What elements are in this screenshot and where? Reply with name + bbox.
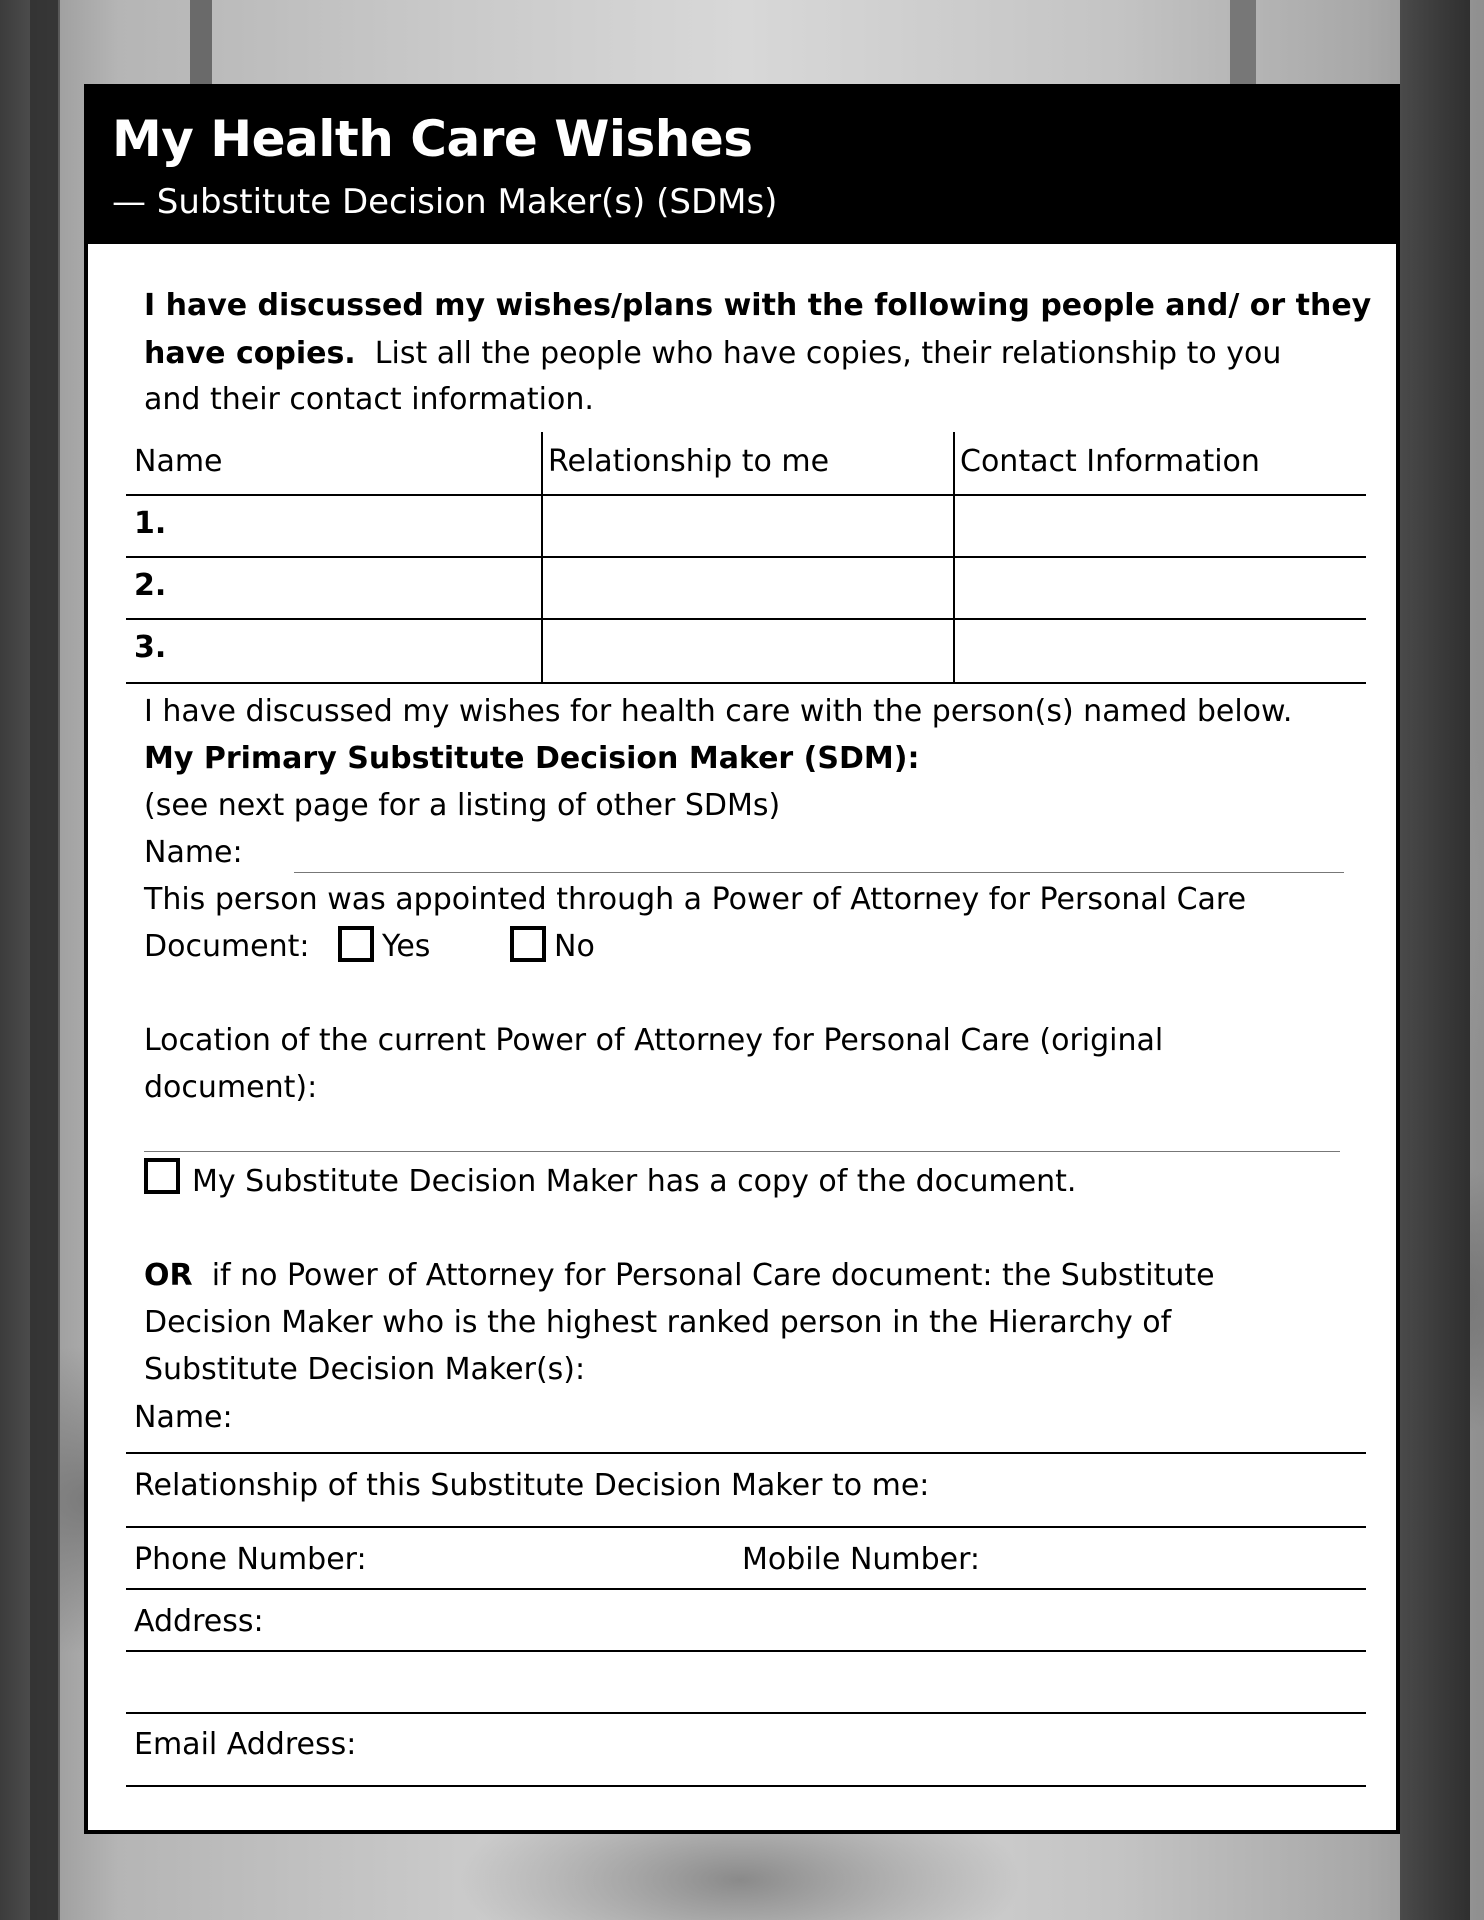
table-row-number: 3. bbox=[134, 630, 167, 665]
yes-checkbox[interactable] bbox=[338, 926, 374, 962]
mobile-label: Mobile Number: bbox=[742, 1542, 981, 1577]
table-row-rule bbox=[126, 618, 1366, 620]
alternate-text-1: if no Power of Attorney for Personal Care document: the Substitute bbox=[211, 1258, 1215, 1293]
primary-name-field[interactable] bbox=[294, 872, 1344, 873]
table-row-rule bbox=[126, 556, 1366, 558]
primary-sdm-heading: My Primary Substitute Decision Maker (SDM): bbox=[144, 741, 920, 776]
address-label: Address: bbox=[134, 1604, 264, 1639]
sdm-copy-label: My Substitute Decision Maker has a copy of the document. bbox=[192, 1164, 1077, 1199]
primary-sdm-note: (see next page for a listing of other SDMs) bbox=[144, 788, 781, 823]
relationship-field[interactable] bbox=[126, 1526, 1366, 1528]
location-line-2: document): bbox=[144, 1070, 318, 1105]
column-header-name: Name bbox=[134, 444, 223, 479]
intro-line-3: and their contact information. bbox=[144, 382, 594, 417]
intro-line-2 bbox=[144, 330, 1281, 377]
table-row-rule bbox=[126, 682, 1366, 684]
background-tree-trunk bbox=[1400, 0, 1470, 1920]
table-header-rule bbox=[126, 494, 1366, 496]
sdm-copy-checkbox[interactable] bbox=[144, 1158, 180, 1194]
relationship-label: Relationship of this Substitute Decision Maker to me: bbox=[134, 1468, 930, 1503]
email-field[interactable] bbox=[126, 1785, 1366, 1787]
column-header-relationship: Relationship to me bbox=[548, 444, 830, 479]
alternate-name-label: Name: bbox=[134, 1400, 233, 1435]
page-subtitle: — Substitute Decision Maker(s) (SDMs) bbox=[112, 182, 778, 222]
form-header bbox=[88, 88, 1396, 244]
intro-line-1: I have discussed my wishes/plans with the following people and/ or they bbox=[144, 288, 1372, 323]
location-field[interactable] bbox=[144, 1151, 1340, 1152]
email-label: Email Address: bbox=[134, 1727, 357, 1762]
no-label: No bbox=[554, 929, 595, 964]
primary-name-label: Name: bbox=[144, 835, 243, 870]
intro-bold-copies: have copies. bbox=[144, 336, 356, 371]
alternate-line-2: Decision Maker who is the highest ranked person in the Hierarchy of bbox=[144, 1305, 1172, 1340]
address-field-line-1[interactable] bbox=[126, 1650, 1366, 1652]
column-header-contact: Contact Information bbox=[960, 444, 1260, 479]
background-tree-trunk bbox=[1230, 0, 1256, 90]
alternate-name-field[interactable] bbox=[126, 1452, 1366, 1454]
location-line-1: Location of the current Power of Attorney for Personal Care (original bbox=[144, 1023, 1164, 1058]
appointed-line-1: This person was appointed through a Power of Attorney for Personal Care bbox=[144, 882, 1247, 917]
yes-label: Yes bbox=[382, 929, 431, 964]
discussed-statement: I have discussed my wishes for health care with the person(s) named below. bbox=[144, 694, 1293, 729]
intro-instructions: List all the people who have copies, their relationship to you bbox=[374, 336, 1282, 371]
or-label: OR bbox=[144, 1258, 193, 1293]
page-title: My Health Care Wishes bbox=[112, 110, 753, 168]
no-checkbox[interactable] bbox=[510, 926, 546, 962]
table-row-number: 2. bbox=[134, 568, 167, 603]
table-column-divider bbox=[953, 432, 955, 684]
alternate-line-1 bbox=[144, 1252, 1215, 1299]
table-row-number: 1. bbox=[134, 506, 167, 541]
phone-field[interactable] bbox=[126, 1588, 1366, 1590]
address-field-line-2[interactable] bbox=[126, 1712, 1366, 1714]
background-tree-trunk bbox=[190, 0, 212, 90]
phone-label: Phone Number: bbox=[134, 1542, 367, 1577]
appointed-line-2: Document: bbox=[144, 929, 310, 964]
table-column-divider bbox=[541, 432, 543, 684]
background-tree-trunk bbox=[30, 0, 58, 1920]
alternate-line-3: Substitute Decision Maker(s): bbox=[144, 1352, 586, 1387]
health-care-wishes-form bbox=[84, 84, 1400, 1834]
